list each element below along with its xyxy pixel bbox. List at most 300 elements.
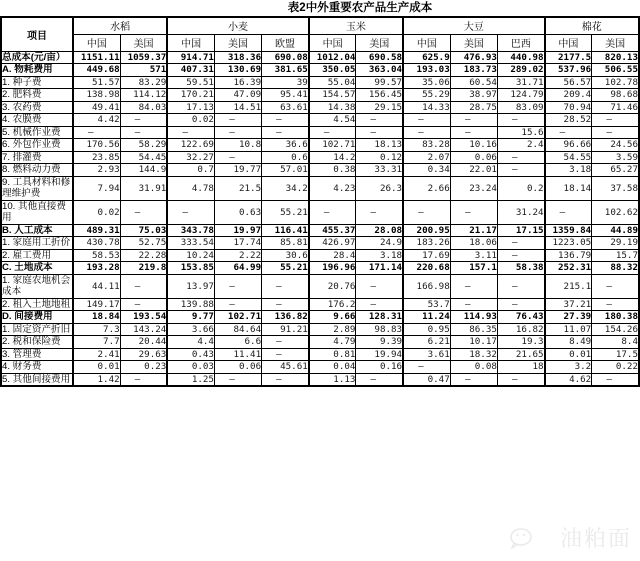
table-cell: 0.08 (450, 361, 497, 374)
table-row (1, 200, 639, 224)
table-row (1, 348, 639, 361)
table-cell: 1012.04 (309, 51, 356, 64)
table-cell: – (120, 200, 167, 224)
table-cell: 18.84 (73, 311, 120, 324)
table-cell: 170.21 (167, 89, 214, 102)
table-body (1, 51, 639, 386)
table-cell: 7.94 (73, 176, 120, 200)
row-label: B. 人工成本 (1, 224, 73, 237)
table-row (1, 274, 639, 298)
table-cell: 820.13 (592, 51, 639, 64)
table-cell: 2.41 (73, 348, 120, 361)
table-cell: 2.4 (497, 139, 544, 152)
table-cell: 0.34 (403, 164, 450, 177)
table-cell: 64.99 (214, 262, 261, 275)
table-cell: 47.09 (214, 89, 261, 102)
table-cell: – (545, 200, 592, 224)
row-label: 9. 工具材料和修理维护费 (1, 176, 73, 200)
table-cell: 489.31 (73, 224, 120, 237)
table-cell: 83.09 (497, 101, 544, 114)
table-cell: 21.17 (450, 224, 497, 237)
table-cell: 209.4 (545, 89, 592, 102)
table-cell: 537.96 (545, 64, 592, 77)
table-cell: 4.23 (309, 176, 356, 200)
table-cell: 28.08 (356, 224, 403, 237)
table-cell: 15.6 (497, 126, 544, 139)
table-cell: 17.74 (214, 237, 261, 250)
table-cell: 16.39 (214, 76, 261, 89)
table-cell: 289.02 (497, 64, 544, 77)
table-cell: 1.13 (309, 373, 356, 386)
table-cell: 83.28 (403, 139, 450, 152)
table-cell: 0.06 (450, 151, 497, 164)
table-cell: 57.01 (262, 164, 309, 177)
table-cell: 114.93 (450, 311, 497, 324)
table-cell: 11.41 (214, 348, 261, 361)
table-row (1, 298, 639, 311)
table-cell: 83.29 (120, 76, 167, 89)
table-row (1, 76, 639, 89)
table-cell: 55.21 (262, 262, 309, 275)
table-cell: 18 (497, 361, 544, 374)
table-cell: 571 (120, 64, 167, 77)
table-cell: 193.54 (120, 311, 167, 324)
table-cell: 102.62 (592, 200, 639, 224)
table-cell: 139.88 (167, 298, 214, 311)
table-cell: 33.31 (356, 164, 403, 177)
table-cell: – (262, 348, 309, 361)
table-cell: 144.9 (120, 164, 167, 177)
table-cell: 9.66 (309, 311, 356, 324)
row-label: A. 物耗费用 (1, 64, 73, 77)
table-cell: 625.9 (403, 51, 450, 64)
table-cell: 449.68 (73, 64, 120, 77)
table-cell: 128.31 (356, 311, 403, 324)
header-country-cotton-china: 中国 (545, 34, 592, 51)
table-cell: 27.39 (545, 311, 592, 324)
table-cell: 455.37 (309, 224, 356, 237)
table-cell: 149.17 (73, 298, 120, 311)
table-cell: 34.2 (262, 176, 309, 200)
wechat-logo-icon (510, 528, 536, 550)
table-cell: 0.43 (167, 348, 214, 361)
table-cell: 407.31 (167, 64, 214, 77)
table-cell: 52.75 (120, 237, 167, 250)
table-cell: 10.24 (167, 249, 214, 262)
row-label: C. 土地成本 (1, 262, 73, 275)
table-row (1, 262, 639, 275)
row-label: 7. 排灌费 (1, 151, 73, 164)
row-label: 4. 农膜费 (1, 114, 73, 127)
table-cell: 6.6 (214, 336, 261, 349)
table-cell: 156.45 (356, 89, 403, 102)
table-cell: 0.03 (167, 361, 214, 374)
table-cell: – (450, 114, 497, 127)
table-cell: 13.97 (167, 274, 214, 298)
table-cell: – (120, 298, 167, 311)
table-cell: 35.06 (403, 76, 450, 89)
table-cell: 17.69 (403, 249, 450, 262)
table-cell: 157.1 (450, 262, 497, 275)
table-cell: 96.66 (545, 139, 592, 152)
table-cell: 116.41 (262, 224, 309, 237)
table-cell: 3.18 (545, 164, 592, 177)
table-cell: 36.6 (262, 139, 309, 152)
table-cell: – (120, 126, 167, 139)
table-cell: 4.54 (309, 114, 356, 127)
table-cell: 0.63 (214, 200, 261, 224)
table-cell: 2.93 (73, 164, 120, 177)
table-cell: – (120, 274, 167, 298)
table-row (1, 126, 639, 139)
table-cell: 1.42 (73, 373, 120, 386)
table-cell: 193.03 (403, 64, 450, 77)
table-cell: 54.45 (120, 151, 167, 164)
header-country-soybean-usa: 美国 (450, 34, 497, 51)
table-cell: 14.38 (309, 101, 356, 114)
table-cell: 2177.5 (545, 51, 592, 64)
table-cell: 51.57 (73, 76, 120, 89)
table-cell: 102.78 (592, 76, 639, 89)
table-cell: 180.38 (592, 311, 639, 324)
table-cell: 19.94 (356, 348, 403, 361)
table-cell: – (167, 200, 214, 224)
table-cell: 102.71 (214, 311, 261, 324)
table-cell: – (403, 126, 450, 139)
table-cell: 39 (262, 76, 309, 89)
table-cell: 16.82 (497, 323, 544, 336)
table-cell: 0.01 (73, 361, 120, 374)
table-cell: – (167, 126, 214, 139)
table-cell: 37.58 (592, 176, 639, 200)
table-cell: 55.04 (309, 76, 356, 89)
row-label: 1. 固定资产折旧 (1, 323, 73, 336)
table-cell: 17.5 (592, 348, 639, 361)
table-row (1, 311, 639, 324)
table-cell: 0.23 (120, 361, 167, 374)
table-cell: 8.4 (592, 336, 639, 349)
row-label: 2. 租入土地地租 (1, 298, 73, 311)
table-cell: – (497, 151, 544, 164)
table-cell: 19.77 (214, 164, 261, 177)
table-cell: 14.51 (214, 101, 261, 114)
table-cell: 9.77 (167, 311, 214, 324)
table-cell: 76.43 (497, 311, 544, 324)
row-label: 2. 肥料费 (1, 89, 73, 102)
row-label: 1. 种子费 (1, 76, 73, 89)
table-cell: 153.85 (167, 262, 214, 275)
table-cell: – (356, 114, 403, 127)
table-cell: 20.44 (120, 336, 167, 349)
table-cell: 350.05 (309, 64, 356, 77)
table-cell: 22.28 (120, 249, 167, 262)
table-cell: 20.76 (309, 274, 356, 298)
header-country-soybean-brazil: 巴西 (497, 34, 544, 51)
table-cell: 0.2 (497, 176, 544, 200)
table-cell: 31.71 (497, 76, 544, 89)
table-cell: 183.73 (450, 64, 497, 77)
table-cell: 99.57 (356, 76, 403, 89)
table-cell: 2.66 (403, 176, 450, 200)
table-row (1, 151, 639, 164)
table-row (1, 51, 639, 64)
table-cell: 31.91 (120, 176, 167, 200)
table-cell: – (309, 126, 356, 139)
table-cell: 200.95 (403, 224, 450, 237)
table-cell: 7.3 (73, 323, 120, 336)
table-cell: 18.13 (356, 139, 403, 152)
table-cell: – (450, 373, 497, 386)
table-cell: 29.63 (120, 348, 167, 361)
table-cell: 124.79 (497, 89, 544, 102)
table-cell: – (356, 126, 403, 139)
table-cell: – (450, 298, 497, 311)
row-label: 2. 雇工费用 (1, 249, 73, 262)
table-cell: 44.11 (73, 274, 120, 298)
table-cell: 86.35 (450, 323, 497, 336)
table-row (1, 336, 639, 349)
table-row (1, 224, 639, 237)
table-row (1, 323, 639, 336)
table-cell: 9.39 (356, 336, 403, 349)
table-cell: 18.14 (545, 176, 592, 200)
table-cell: – (497, 114, 544, 127)
table-cell: 2.07 (403, 151, 450, 164)
table-cell: 3.59 (592, 151, 639, 164)
table-cell: – (450, 274, 497, 298)
table-cell: 0.38 (309, 164, 356, 177)
table-cell: – (309, 200, 356, 224)
table-cell: 28.4 (309, 249, 356, 262)
table-title: 表2中外重要农产品生产成本 (287, 2, 433, 14)
row-label: 6. 外包作业费 (1, 139, 73, 152)
table-cell: 130.69 (214, 64, 261, 77)
table-cell: 138.98 (73, 89, 120, 102)
table-cell: 333.54 (167, 237, 214, 250)
table-cell: 193.28 (73, 262, 120, 275)
table-cell: 176.2 (309, 298, 356, 311)
row-label: 3. 农药费 (1, 101, 73, 114)
table-cell: 37.21 (545, 298, 592, 311)
table-row (1, 249, 639, 262)
table-cell: 426.97 (309, 237, 356, 250)
table-cell: – (497, 237, 544, 250)
table-cell: 4.4 (167, 336, 214, 349)
header-country-cotton-usa: 美国 (592, 34, 639, 51)
row-label: 1. 家庭农地机会成本 (1, 274, 73, 298)
table-cell: – (120, 114, 167, 127)
header-group-corn: 玉米 (309, 17, 403, 34)
table-cell: 0.81 (309, 348, 356, 361)
table-cell: 60.54 (450, 76, 497, 89)
table-header (1, 17, 639, 51)
table-cell: 220.68 (403, 262, 450, 275)
header-country-wheat-usa: 美国 (214, 34, 261, 51)
header-group-wheat: 小麦 (167, 17, 308, 34)
table-cell: 21.65 (497, 348, 544, 361)
table-cell: 143.24 (120, 323, 167, 336)
table-cell: 10.17 (450, 336, 497, 349)
table-cell: 15.7 (592, 249, 639, 262)
table-cell: 4.62 (545, 373, 592, 386)
table-cell: 91.21 (262, 323, 309, 336)
header-country-wheat-eu: 欧盟 (262, 34, 309, 51)
table-cell: 506.55 (592, 64, 639, 77)
row-label: 总成本(元/亩） (1, 51, 73, 64)
table-cell: 21.5 (214, 176, 261, 200)
table-cell: – (592, 373, 639, 386)
table-cell: 318.36 (214, 51, 261, 64)
watermark (472, 515, 632, 555)
table-row (1, 114, 639, 127)
table-cell: 0.04 (309, 361, 356, 374)
table-cell: 3.61 (403, 348, 450, 361)
table-cell: 59.51 (167, 76, 214, 89)
table-cell: – (592, 298, 639, 311)
table-cell: 17.13 (167, 101, 214, 114)
table-cell: – (214, 274, 261, 298)
table-cell: – (403, 114, 450, 127)
table-cell: 10.16 (450, 139, 497, 152)
table-cell: 53.7 (403, 298, 450, 311)
table-cell: – (356, 200, 403, 224)
table-cell: 26.3 (356, 176, 403, 200)
table-row (1, 237, 639, 250)
table-cell: 14.33 (403, 101, 450, 114)
table-cell: – (497, 249, 544, 262)
table-cell: 54.55 (545, 151, 592, 164)
table-cell: 3.2 (545, 361, 592, 374)
table-cell: 58.53 (73, 249, 120, 262)
table-cell: 22.01 (450, 164, 497, 177)
table-cell: 10.8 (214, 139, 261, 152)
table-cell: – (356, 274, 403, 298)
header-country-corn-china: 中国 (309, 34, 356, 51)
table-cell: – (120, 373, 167, 386)
table-cell: 0.06 (214, 361, 261, 374)
table-cell: 14.2 (309, 151, 356, 164)
table-cell: 0.12 (356, 151, 403, 164)
table-cell: 44.89 (592, 224, 639, 237)
header-group-cotton: 棉花 (545, 17, 639, 34)
table-cell: 75.03 (120, 224, 167, 237)
table-cell: 430.78 (73, 237, 120, 250)
table-cell: – (592, 274, 639, 298)
table-cell: – (73, 126, 120, 139)
table-cell: 4.78 (167, 176, 214, 200)
table-cell: 23.24 (450, 176, 497, 200)
table-row (1, 64, 639, 77)
table-cell: 6.21 (403, 336, 450, 349)
table-cell: – (214, 126, 261, 139)
table-cell: 363.04 (356, 64, 403, 77)
table-cell: 45.61 (262, 361, 309, 374)
table-cell: 136.79 (545, 249, 592, 262)
header-country-rice-usa: 美国 (120, 34, 167, 51)
table-cell: 11.07 (545, 323, 592, 336)
table-cell: 19.3 (497, 336, 544, 349)
table-cell: 154.57 (309, 89, 356, 102)
row-label: D. 间接费用 (1, 311, 73, 324)
table-cell: 381.65 (262, 64, 309, 77)
table-cell: 28.75 (450, 101, 497, 114)
table-cell: – (262, 298, 309, 311)
table-cell: – (214, 373, 261, 386)
table-cell: – (262, 373, 309, 386)
table-cell: 1223.05 (545, 237, 592, 250)
table-cell: 63.61 (262, 101, 309, 114)
table-cell: 122.69 (167, 139, 214, 152)
table-cell: 102.71 (309, 139, 356, 152)
table-cell: 0.16 (356, 361, 403, 374)
table-cell: 154.26 (592, 323, 639, 336)
table-cell: 24.56 (592, 139, 639, 152)
table-cell: 55.21 (262, 200, 309, 224)
header-country-row (1, 34, 639, 51)
table-cell: 2.89 (309, 323, 356, 336)
watermark-text: 油粕面 (559, 526, 632, 551)
table-cell: 84.03 (120, 101, 167, 114)
table-cell: 70.94 (545, 101, 592, 114)
table-cell: – (262, 114, 309, 127)
table-cell: 85.81 (262, 237, 309, 250)
table-cell: 71.46 (592, 101, 639, 114)
row-label: 5. 机械作业费 (1, 126, 73, 139)
table-cell: 3.11 (450, 249, 497, 262)
table-cell: – (262, 126, 309, 139)
table-cell: 30.6 (262, 249, 309, 262)
table-cell: 29.15 (356, 101, 403, 114)
table-cell: 95.41 (262, 89, 309, 102)
table-cell: 0.47 (403, 373, 450, 386)
agricultural-cost-table (0, 16, 640, 387)
table-cell: – (403, 200, 450, 224)
table-cell: 476.93 (450, 51, 497, 64)
header-country-wheat-china: 中国 (167, 34, 214, 51)
table-cell: 252.31 (545, 262, 592, 275)
table-cell: 24.9 (356, 237, 403, 250)
table-cell: 440.98 (497, 51, 544, 64)
table-cell: 55.29 (403, 89, 450, 102)
table-cell: – (214, 114, 261, 127)
table-cell: 19.97 (214, 224, 261, 237)
table-cell: 4.79 (309, 336, 356, 349)
table-cell: 0.02 (73, 200, 120, 224)
table-cell: 690.58 (356, 51, 403, 64)
table-cell: 0.7 (167, 164, 214, 177)
table-cell: 38.97 (450, 89, 497, 102)
table-cell: – (545, 126, 592, 139)
table-cell: 98.83 (356, 323, 403, 336)
table-row (1, 373, 639, 386)
table-cell: – (214, 151, 261, 164)
table-row (1, 101, 639, 114)
table-cell: 98.68 (592, 89, 639, 102)
table-cell: 32.27 (167, 151, 214, 164)
row-label: 10. 其他直接费用 (1, 200, 73, 224)
header-item-label: 项目 (1, 17, 73, 51)
table-cell: 56.57 (545, 76, 592, 89)
table-cell: 7.7 (73, 336, 120, 349)
table-cell: – (450, 200, 497, 224)
table-cell: – (497, 298, 544, 311)
table-row (1, 361, 639, 374)
header-group-row (1, 17, 639, 34)
table-cell: 11.24 (403, 311, 450, 324)
table-cell: 49.41 (73, 101, 120, 114)
table-cell: 58.29 (120, 139, 167, 152)
header-country-soybean-china: 中国 (403, 34, 450, 51)
